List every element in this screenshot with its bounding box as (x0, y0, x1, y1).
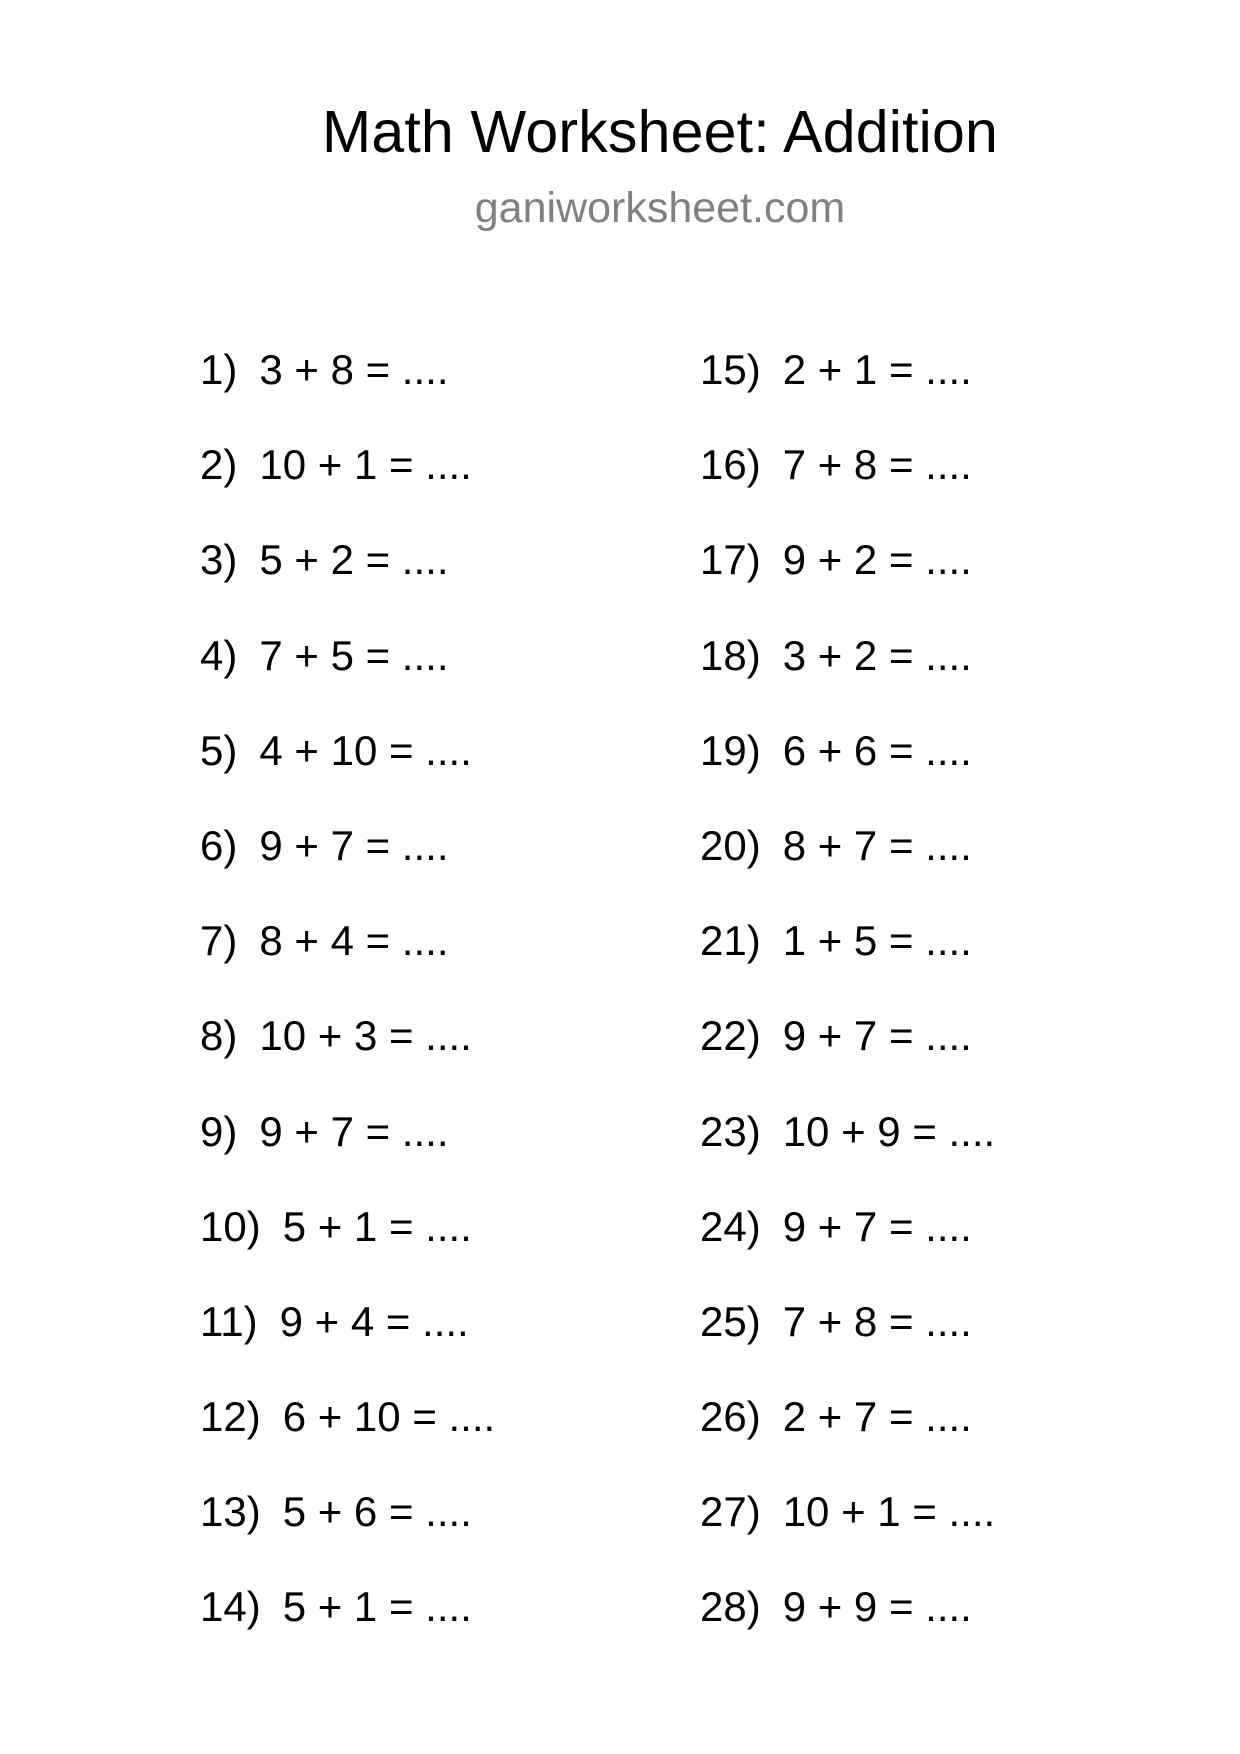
problem-row (200, 821, 495, 916)
problem-row (200, 631, 495, 726)
problem-expression: 5 + 2 = .... (259, 536, 449, 584)
problem-expression: 9 + 2 = .... (782, 536, 972, 584)
problem-row (200, 1582, 495, 1677)
problem-row (700, 631, 995, 726)
problem-expression: 6 + 6 = .... (782, 726, 972, 774)
problem-expression: 5 + 1 = .... (282, 1202, 472, 1250)
problem-expression: 2 + 1 = .... (782, 346, 972, 393)
problem-number: 15) (700, 346, 761, 393)
problem-number: 26) (700, 1393, 761, 1441)
problem-number: 4) (200, 631, 238, 679)
problem-expression: 3 + 8 = .... (259, 346, 449, 393)
problem-number: 21) (700, 917, 761, 965)
problem-row (200, 535, 495, 630)
problem-expression: 10 + 3 = .... (259, 1012, 472, 1060)
problem-expression: 9 + 7 = .... (782, 1012, 972, 1060)
problem-expression: 5 + 1 = .... (282, 1583, 472, 1631)
problem-expression: 10 + 1 = .... (259, 441, 472, 489)
problem-row (700, 726, 995, 821)
problem-expression: 10 + 1 = .... (782, 1488, 996, 1536)
problem-row (200, 1297, 495, 1392)
problem-number: 19) (700, 726, 761, 774)
problem-expression: 7 + 5 = .... (259, 631, 449, 679)
problem-expression: 9 + 4 = .... (279, 1297, 469, 1345)
problem-row (700, 345, 995, 440)
problem-number: 24) (700, 1202, 761, 1250)
problem-row (700, 1107, 995, 1202)
problem-row (700, 821, 995, 916)
problem-row (700, 1011, 995, 1106)
problem-column-left (200, 345, 495, 1678)
problem-number: 10) (200, 1202, 261, 1250)
problem-number: 12) (200, 1393, 261, 1441)
problem-number: 1) (200, 346, 238, 393)
problem-number: 13) (200, 1488, 261, 1536)
problem-expression: 9 + 7 = .... (259, 821, 449, 869)
problem-expression: 5 + 6 = .... (282, 1488, 472, 1536)
problem-row (700, 1202, 995, 1297)
problem-expression: 8 + 4 = .... (259, 917, 449, 965)
problem-number: 27) (700, 1488, 761, 1536)
problem-expression: 9 + 9 = .... (782, 1583, 972, 1631)
problem-expression: 3 + 2 = .... (782, 631, 972, 679)
problem-expression: 1 + 5 = .... (782, 917, 972, 965)
problem-number: 25) (700, 1297, 761, 1345)
problem-row (200, 1202, 495, 1297)
problem-number: 23) (700, 1107, 761, 1155)
problem-row (200, 1011, 495, 1106)
problem-row (700, 1487, 995, 1582)
problem-expression: 4 + 10 = .... (259, 726, 472, 774)
problem-number: 7) (200, 917, 238, 965)
problem-row (200, 1107, 495, 1202)
problem-number: 16) (700, 441, 761, 489)
problem-expression: 10 + 9 = .... (782, 1107, 996, 1155)
problem-number: 22) (700, 1012, 761, 1060)
page-title: Math Worksheet: Addition (321, 99, 998, 165)
problem-row (200, 1487, 495, 1582)
problem-number: 3) (200, 536, 238, 584)
problem-number: 2) (200, 441, 238, 489)
problem-number: 8) (200, 1012, 238, 1060)
problem-number: 11) (200, 1297, 258, 1345)
problem-expression: 2 + 7 = .... (782, 1393, 972, 1441)
problem-row (200, 440, 495, 535)
problem-row (200, 345, 495, 440)
problem-expression: 9 + 7 = .... (782, 1202, 972, 1250)
problem-row (700, 1582, 995, 1677)
problem-number: 14) (200, 1583, 261, 1631)
problem-number: 5) (200, 726, 238, 774)
problem-number: 9) (200, 1107, 238, 1155)
problem-row (200, 916, 495, 1011)
problem-expression: 8 + 7 = .... (782, 821, 972, 869)
problem-row (700, 535, 995, 630)
problem-row (200, 1392, 495, 1487)
problem-number: 17) (700, 536, 761, 584)
problem-expression: 6 + 10 = .... (282, 1393, 496, 1441)
problem-number: 20) (700, 821, 761, 869)
problem-expression: 7 + 8 = .... (782, 441, 972, 489)
problem-row (700, 1297, 995, 1392)
problem-column-right (700, 345, 995, 1678)
problem-row (200, 726, 495, 821)
problem-row (700, 1392, 995, 1487)
problem-row (700, 440, 995, 535)
problem-number: 28) (700, 1583, 761, 1631)
page-subtitle: ganiworksheet.com (474, 184, 846, 232)
problem-row (700, 916, 995, 1011)
problem-expression: 9 + 7 = .... (259, 1107, 449, 1155)
problem-number: 18) (700, 631, 761, 679)
problem-number: 6) (200, 821, 238, 869)
problem-expression: 7 + 8 = .... (782, 1297, 972, 1345)
